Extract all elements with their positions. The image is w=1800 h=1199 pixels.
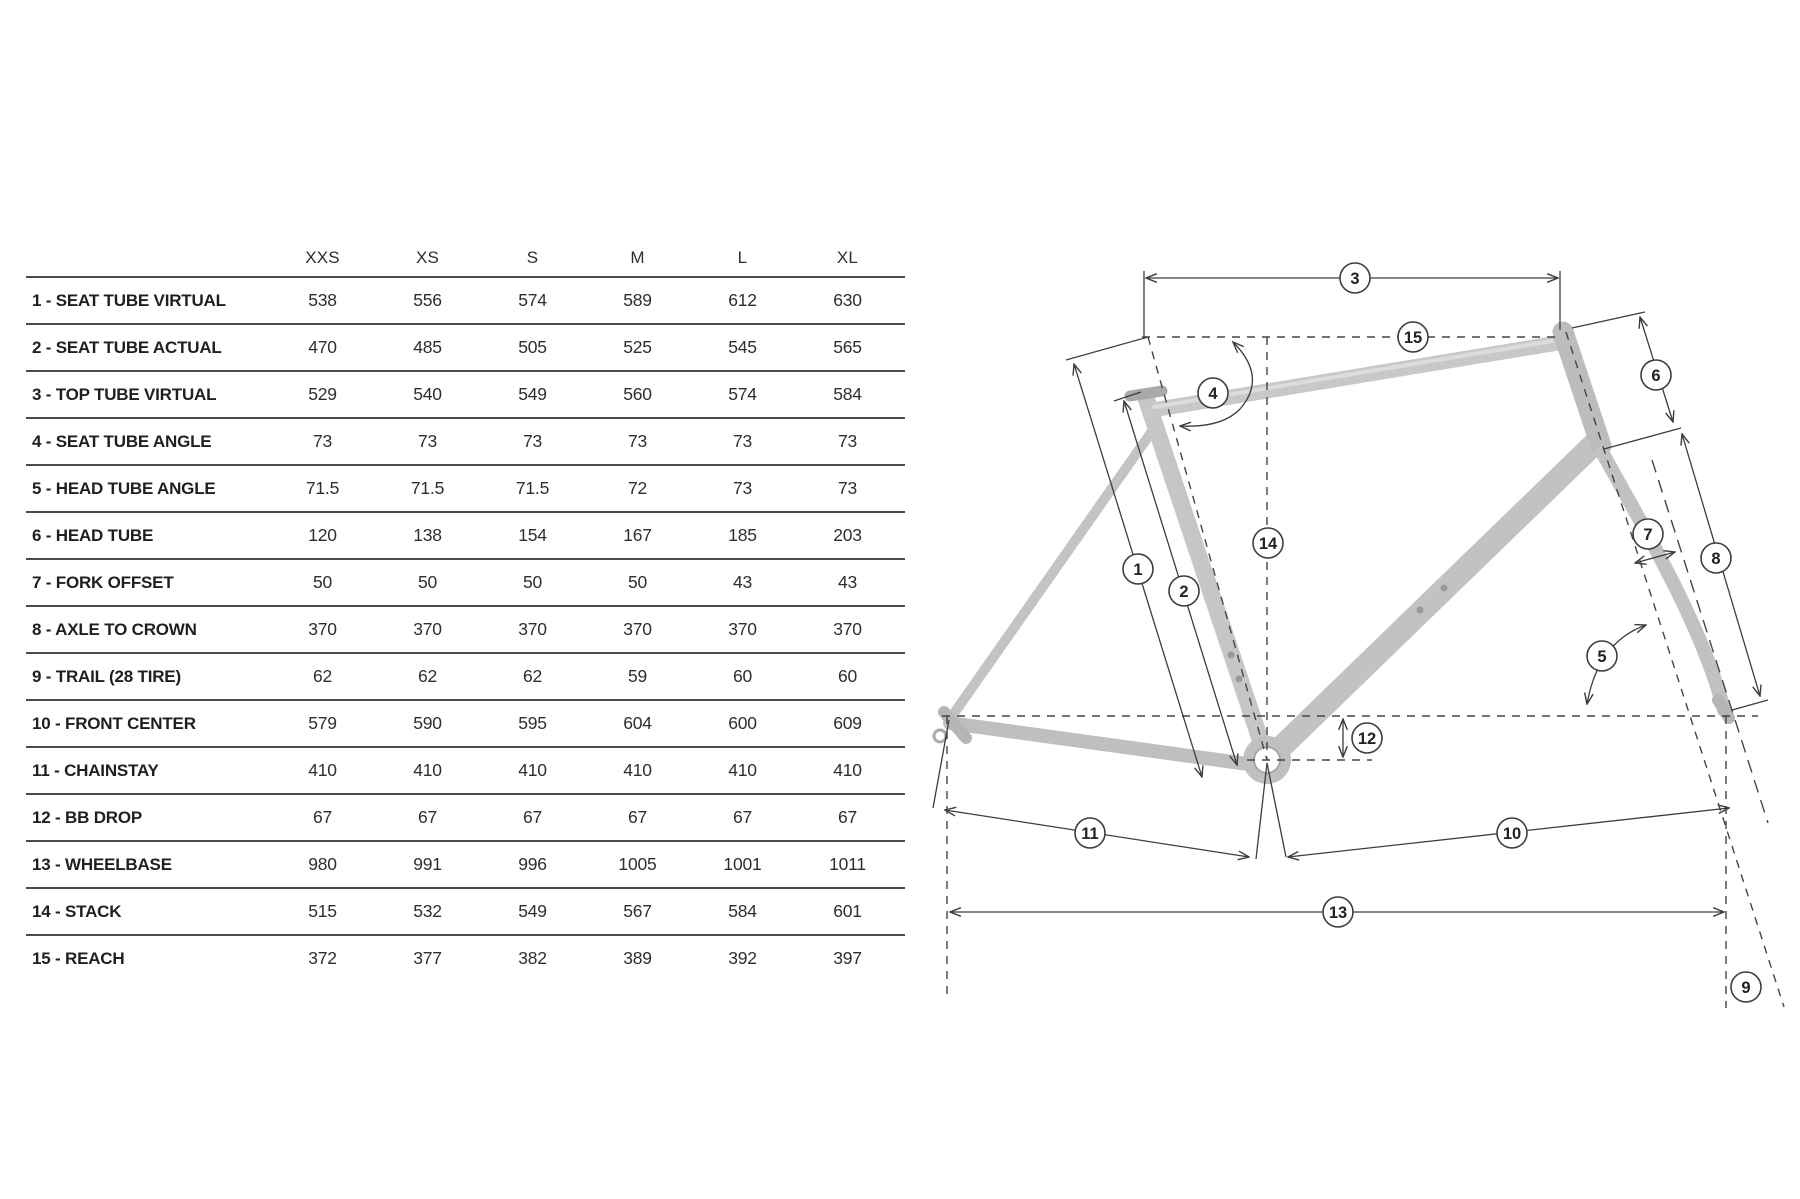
row-value: 574 bbox=[518, 290, 547, 310]
callout-6 bbox=[1641, 360, 1671, 390]
row-value: 154 bbox=[518, 525, 547, 545]
row-value: 595 bbox=[518, 713, 547, 733]
row-value: 50 bbox=[417, 572, 438, 592]
row-label: 7 - FORK OFFSET bbox=[32, 572, 174, 592]
size-header: M bbox=[630, 248, 645, 267]
row-value: 410 bbox=[308, 760, 337, 780]
row-value: 62 bbox=[312, 666, 333, 686]
row-value: 540 bbox=[413, 384, 442, 404]
row-value: 67 bbox=[417, 807, 438, 827]
row-label: 1 - SEAT TUBE VIRTUAL bbox=[32, 290, 226, 310]
svg-text:5: 5 bbox=[1597, 648, 1607, 666]
table-row bbox=[26, 370, 905, 417]
geometry-table-body bbox=[26, 276, 905, 981]
callout-12 bbox=[1352, 723, 1382, 753]
row-value: 485 bbox=[413, 337, 442, 357]
size-header: XL bbox=[836, 248, 859, 267]
row-value: 67 bbox=[732, 807, 753, 827]
row-value: 549 bbox=[518, 384, 547, 404]
row-label: 5 - HEAD TUBE ANGLE bbox=[32, 478, 216, 498]
table-row bbox=[26, 934, 905, 981]
fork-offset-parallel-line bbox=[1652, 460, 1768, 823]
svg-text:11: 11 bbox=[1081, 825, 1099, 843]
size-header: XS bbox=[415, 248, 440, 267]
row-value: 185 bbox=[728, 525, 757, 545]
row-value: 382 bbox=[518, 948, 547, 968]
svg-text:4: 4 bbox=[1208, 385, 1218, 403]
row-value: 62 bbox=[417, 666, 438, 686]
row-value: 567 bbox=[623, 901, 652, 921]
row-value: 505 bbox=[518, 337, 547, 357]
row-value: 1001 bbox=[723, 854, 762, 874]
row-value: 538 bbox=[308, 290, 337, 310]
row-value: 410 bbox=[728, 760, 757, 780]
row-value: 529 bbox=[308, 384, 337, 404]
callout-10 bbox=[1497, 818, 1527, 848]
table-row bbox=[26, 605, 905, 652]
row-label: 14 - STACK bbox=[32, 901, 122, 921]
row-value: 600 bbox=[728, 713, 757, 733]
svg-text:3: 3 bbox=[1350, 270, 1360, 288]
callout-13 bbox=[1323, 897, 1353, 927]
callout-5 bbox=[1587, 641, 1617, 671]
row-value: 556 bbox=[413, 290, 442, 310]
row-value: 609 bbox=[833, 713, 862, 733]
size-header: L bbox=[737, 248, 748, 267]
row-value: 410 bbox=[413, 760, 442, 780]
row-label: 4 - SEAT TUBE ANGLE bbox=[32, 431, 212, 451]
row-label: 15 - REACH bbox=[32, 948, 125, 968]
svg-text:7: 7 bbox=[1643, 526, 1653, 544]
bottle-bolt bbox=[1236, 676, 1243, 683]
row-value: 590 bbox=[413, 713, 442, 733]
row-label: 13 - WHEELBASE bbox=[32, 854, 172, 874]
row-value: 138 bbox=[413, 525, 442, 545]
geometry-table-header bbox=[26, 240, 905, 276]
callout-1 bbox=[1123, 554, 1153, 584]
row-value: 545 bbox=[728, 337, 757, 357]
callout-9 bbox=[1731, 972, 1761, 1002]
geometry-table bbox=[26, 240, 905, 981]
frame-diagram-svg bbox=[920, 220, 1800, 1080]
table-row bbox=[26, 511, 905, 558]
table-row bbox=[26, 276, 905, 323]
bottle-bolt bbox=[1441, 585, 1448, 592]
table-row bbox=[26, 699, 905, 746]
row-value: 370 bbox=[623, 619, 652, 639]
table-row bbox=[26, 652, 905, 699]
row-label: 2 - SEAT TUBE ACTUAL bbox=[32, 337, 222, 357]
row-value: 43 bbox=[732, 572, 753, 592]
row-value: 630 bbox=[833, 290, 862, 310]
svg-text:13: 13 bbox=[1328, 904, 1348, 922]
row-value: 60 bbox=[837, 666, 858, 686]
row-value: 389 bbox=[623, 948, 652, 968]
fork-blade bbox=[1602, 452, 1724, 710]
row-value: 579 bbox=[308, 713, 337, 733]
callout-4 bbox=[1198, 378, 1228, 408]
row-value: 71.5 bbox=[305, 478, 340, 498]
row-value: 67 bbox=[522, 807, 543, 827]
row-value: 71.5 bbox=[515, 478, 550, 498]
row-value: 980 bbox=[308, 854, 337, 874]
svg-text:1: 1 bbox=[1133, 561, 1143, 579]
row-value: 73 bbox=[732, 478, 753, 498]
svg-text:15: 15 bbox=[1403, 329, 1423, 347]
row-value: 470 bbox=[308, 337, 337, 357]
svg-text:10: 10 bbox=[1502, 825, 1522, 843]
bottle-bolt bbox=[1417, 607, 1424, 614]
dim-8-ext bbox=[1732, 700, 1768, 710]
dim-6-ext-bottom bbox=[1604, 428, 1681, 449]
chainstay-tube bbox=[950, 723, 1262, 766]
row-value: 377 bbox=[413, 948, 442, 968]
row-label: 8 - AXLE TO CROWN bbox=[32, 619, 197, 639]
svg-text:6: 6 bbox=[1651, 367, 1661, 385]
row-value: 410 bbox=[623, 760, 652, 780]
row-value: 601 bbox=[833, 901, 862, 921]
frame-diagram bbox=[920, 220, 1800, 1080]
row-value: 73 bbox=[522, 431, 543, 451]
svg-text:9: 9 bbox=[1741, 979, 1751, 997]
svg-text:2: 2 bbox=[1179, 583, 1189, 601]
row-value: 574 bbox=[728, 384, 757, 404]
row-value: 43 bbox=[837, 572, 858, 592]
row-value: 565 bbox=[833, 337, 862, 357]
row-value: 370 bbox=[413, 619, 442, 639]
row-value: 372 bbox=[308, 948, 337, 968]
row-value: 167 bbox=[623, 525, 652, 545]
row-value: 584 bbox=[833, 384, 862, 404]
row-value: 73 bbox=[837, 431, 858, 451]
row-value: 67 bbox=[627, 807, 648, 827]
row-value: 73 bbox=[312, 431, 333, 451]
row-value: 515 bbox=[308, 901, 337, 921]
size-header: XXS bbox=[305, 248, 340, 267]
row-value: 560 bbox=[623, 384, 652, 404]
table-row bbox=[26, 464, 905, 511]
row-value: 370 bbox=[308, 619, 337, 639]
callouts bbox=[1075, 263, 1761, 1002]
dim-1-ext bbox=[1066, 337, 1148, 360]
row-value: 410 bbox=[833, 760, 862, 780]
row-value: 584 bbox=[728, 901, 757, 921]
row-value: 62 bbox=[522, 666, 543, 686]
table-row bbox=[26, 417, 905, 464]
row-value: 410 bbox=[518, 760, 547, 780]
table-row bbox=[26, 840, 905, 887]
row-value: 73 bbox=[837, 478, 858, 498]
callout-14 bbox=[1253, 528, 1283, 558]
row-value: 120 bbox=[308, 525, 337, 545]
row-value: 604 bbox=[623, 713, 652, 733]
row-value: 73 bbox=[417, 431, 438, 451]
row-value: 72 bbox=[627, 478, 648, 498]
callout-7 bbox=[1633, 519, 1663, 549]
row-value: 370 bbox=[518, 619, 547, 639]
callout-15 bbox=[1398, 322, 1428, 352]
table-row bbox=[26, 323, 905, 370]
row-value: 71.5 bbox=[410, 478, 445, 498]
row-value: 50 bbox=[627, 572, 648, 592]
row-value: 50 bbox=[312, 572, 333, 592]
row-value: 370 bbox=[728, 619, 757, 639]
row-value: 1005 bbox=[618, 854, 657, 874]
row-value: 67 bbox=[312, 807, 333, 827]
down-tube bbox=[1271, 446, 1592, 757]
svg-text:8: 8 bbox=[1711, 550, 1721, 568]
seat-tube bbox=[1146, 398, 1267, 760]
row-label: 6 - HEAD TUBE bbox=[32, 525, 154, 545]
row-label: 12 - BB DROP bbox=[32, 807, 143, 827]
row-value: 532 bbox=[413, 901, 442, 921]
row-value: 397 bbox=[833, 948, 862, 968]
row-label: 3 - TOP TUBE VIRTUAL bbox=[32, 384, 217, 404]
row-label: 9 - TRAIL (28 TIRE) bbox=[32, 666, 181, 686]
table-row bbox=[26, 793, 905, 840]
size-header: S bbox=[526, 248, 539, 267]
callout-2 bbox=[1169, 576, 1199, 606]
callout-11 bbox=[1075, 818, 1105, 848]
svg-text:14: 14 bbox=[1258, 535, 1278, 553]
head-tube bbox=[1563, 332, 1601, 446]
callout-3 bbox=[1340, 263, 1370, 293]
table-row bbox=[26, 746, 905, 793]
row-label: 10 - FRONT CENTER bbox=[32, 713, 196, 733]
row-value: 73 bbox=[732, 431, 753, 451]
row-value: 996 bbox=[518, 854, 547, 874]
row-value: 67 bbox=[837, 807, 858, 827]
row-value: 73 bbox=[627, 431, 648, 451]
row-value: 612 bbox=[728, 290, 757, 310]
table-row bbox=[26, 887, 905, 934]
row-value: 60 bbox=[732, 666, 753, 686]
table-row bbox=[26, 558, 905, 605]
row-value: 1011 bbox=[829, 854, 866, 874]
callout-8 bbox=[1701, 543, 1731, 573]
dim-6-ext-top bbox=[1572, 312, 1645, 328]
row-value: 59 bbox=[627, 666, 648, 686]
row-value: 392 bbox=[728, 948, 757, 968]
rear-dropout-eyelet bbox=[934, 730, 946, 742]
row-value: 549 bbox=[518, 901, 547, 921]
bottle-bolt bbox=[1228, 652, 1235, 659]
row-value: 589 bbox=[623, 290, 652, 310]
svg-text:12: 12 bbox=[1357, 730, 1377, 748]
row-label: 11 - CHAINSTAY bbox=[32, 760, 159, 780]
row-value: 525 bbox=[623, 337, 652, 357]
row-value: 370 bbox=[833, 619, 862, 639]
row-value: 203 bbox=[833, 525, 862, 545]
row-value: 991 bbox=[413, 854, 442, 874]
row-value: 50 bbox=[522, 572, 543, 592]
